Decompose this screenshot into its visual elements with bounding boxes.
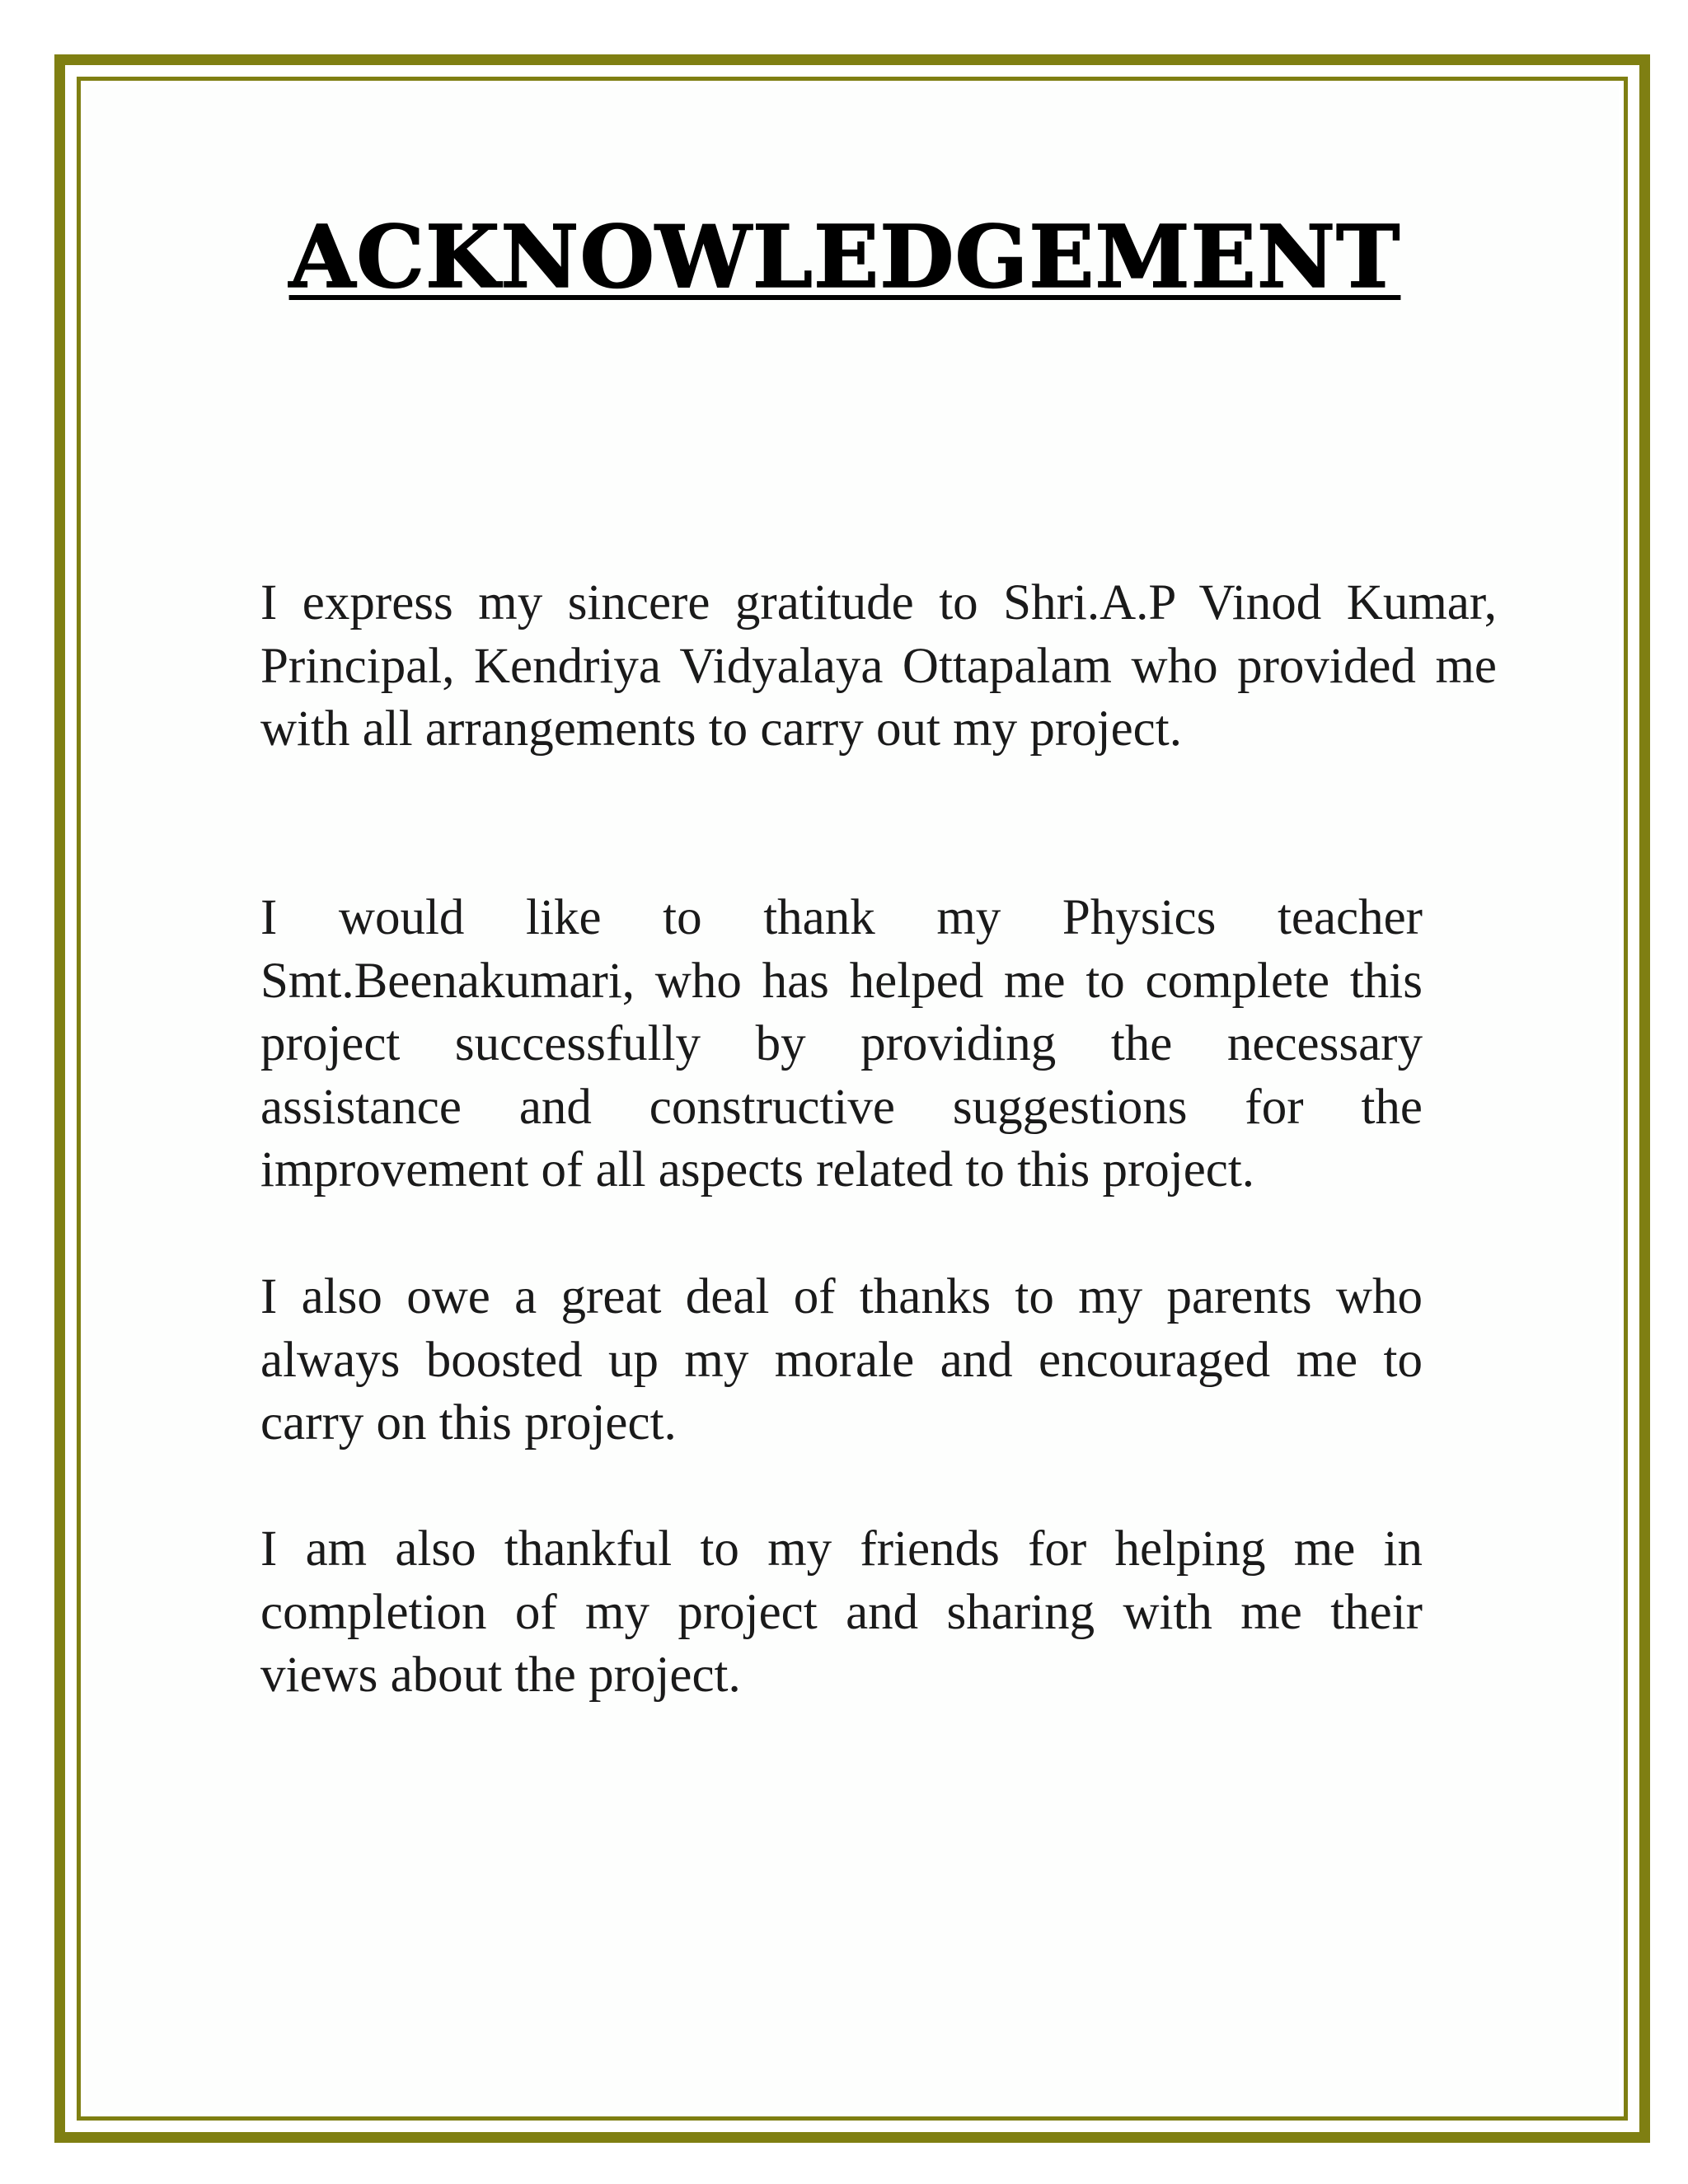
paragraph-friends: I am also thankful to my friends for helping me in completion of my project and sharing with me their views about the project.	[260, 1521, 1423, 1703]
paragraph-parents: I also owe a great deal of thanks to my parents who always boosted up my morale and encouraged me to carry on this project.	[260, 1269, 1423, 1451]
paragraph-teacher: I would like to thank my Physics teacher Smt.Beenakumari, who has helped me to complete this project successfully by providing the necessary assistance and constructive suggestions for the improvement of all aspects related to this project.	[260, 890, 1423, 1197]
page-title: ACKNOWLEDGEMENT	[288, 206, 1401, 307]
paragraph-principal: I express my sincere gratitude to Shri.A.P Vinod Kumar, Principal, Kendriya Vidyalaya Ottapalam who provided me with all arrangements to carry out my project.	[260, 575, 1497, 757]
